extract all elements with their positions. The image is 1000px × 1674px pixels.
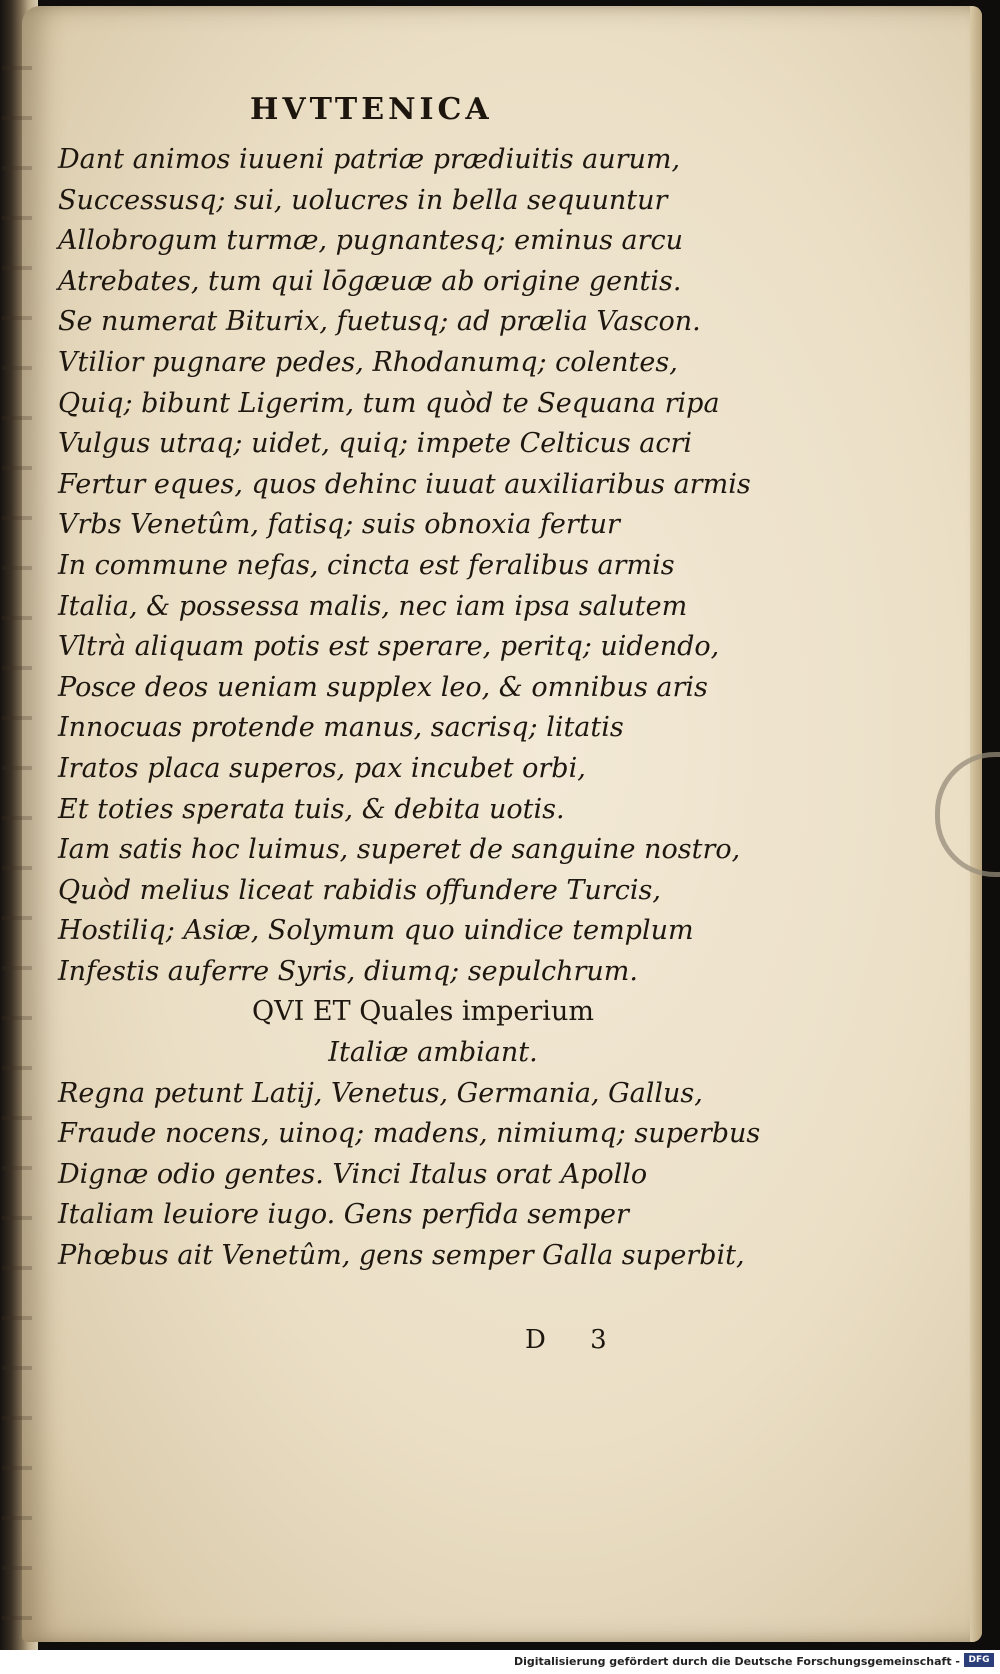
verse-line: Vrbs Venetûm, fatisq; suis obnoxia fertur	[58, 509, 620, 541]
verse-line: Vulgus utraq; uidet, quiq; impete Celticus acri	[58, 428, 693, 460]
verse-line: Innocuas protende manus, sacrisq; litatis	[58, 712, 624, 744]
section-heading: QVI ET Quales imperium	[252, 996, 594, 1028]
verse-line: Vltrà aliquam potis est sperare, peritq; uidendo,	[58, 631, 720, 663]
verse-line: Regna petunt Latij, Venetus, Germania, Gallus,	[58, 1077, 703, 1109]
verse-line: Se numerat Biturix, fuetusq; ad prælia Vascon.	[58, 306, 701, 338]
verse-line: Quòd melius liceat rabidis offundere Turcis,	[58, 874, 661, 906]
verse-line: Italiam leuiore iugo. Gens perfida semper	[58, 1199, 629, 1231]
poem-text	[58, 140, 938, 1277]
verse-line: Quiq; bibunt Ligerim, tum quòd te Sequana ripa	[58, 387, 720, 419]
verse-line: Allobrogum turmæ, pugnantesq; eminus arcu	[58, 225, 684, 257]
verse-line: Vtilior pugnare pedes, Rhodanumq; colentes,	[58, 346, 678, 378]
verse-line: Iam satis hoc luimus, superet de sanguine nostro,	[58, 834, 741, 866]
verse-line: Infestis auferre Syris, diumq; sepulchrum.	[58, 955, 638, 987]
verse-line: Fertur eques, quos dehinc iuuat auxiliaribus armis	[58, 468, 751, 500]
verse-line: Fraude nocens, uinoq; madens, nimiumq; superbus	[58, 1118, 761, 1150]
verse-line: In commune nefas, cincta est feralibus armis	[58, 549, 675, 581]
verse-line: Atrebates, tum qui lōgæuæ ab origine gentis.	[58, 265, 682, 297]
verse-line: Dant animos iuueni patriæ prædiuitis aurum,	[58, 144, 681, 175]
verse-line: Successusq; sui, uolucres in bella sequuntur	[58, 184, 668, 216]
verse-line: Iratos placa superos, pax incubet orbi,	[58, 752, 586, 784]
digitization-credit: Digitalisierung gefördert durch die Deutsche Forschungsgemeinschaft -	[513, 1655, 960, 1668]
section-heading-continued: Italiæ ambiant.	[328, 1037, 538, 1069]
verse-line: Et toties sperata tuis, & debita uotis.	[58, 793, 565, 825]
verse-line: Hostiliq; Asiæ, Solymum quo uindice templum	[58, 915, 694, 947]
margin-bleed-through	[2, 40, 32, 1620]
running-head: HVTTENICA	[250, 92, 493, 127]
signature-mark: D 3	[525, 1325, 625, 1355]
verse-line: Italia, & possessa malis, nec iam ipsa salutem	[58, 590, 688, 622]
verse-line: Phœbus ait Venetûm, gens semper Galla superbit,	[58, 1240, 745, 1272]
verse-line: Dignæ odio gentes. Vinci Italus orat Apollo	[58, 1158, 648, 1190]
verse-line: Posce deos ueniam supplex leo, & omnibus aris	[58, 671, 708, 703]
dfg-logo: DFG	[964, 1653, 994, 1667]
